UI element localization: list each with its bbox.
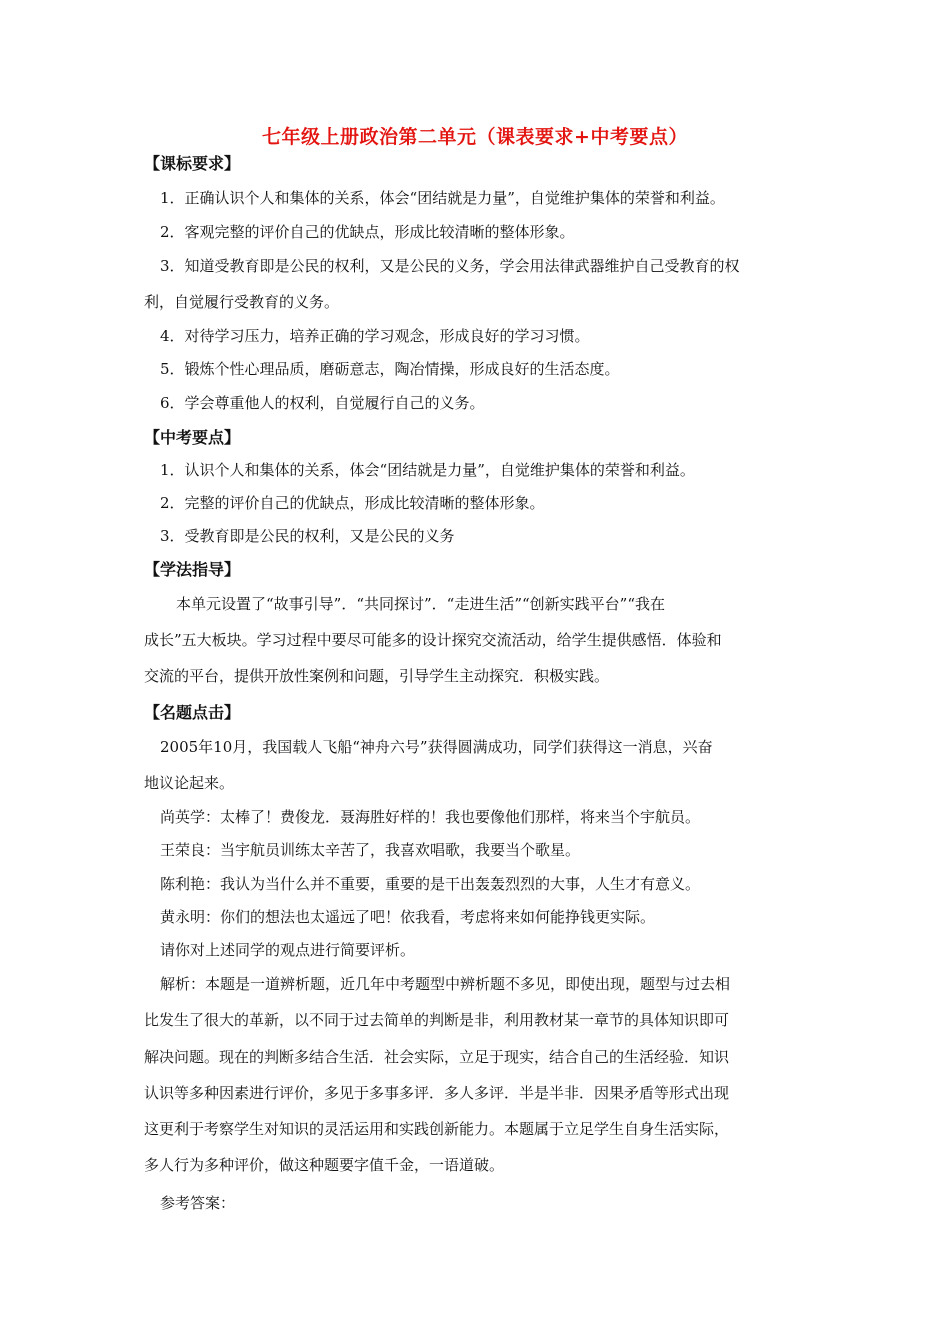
paragraph-line: 3．受教育即是公民的权利，又是公民的义务 — [160, 527, 455, 545]
paragraph-line: 2．完整的评价自己的优缺点，形成比较清晰的整体形象。 — [160, 494, 545, 512]
paragraph-line: 2．客观完整的评价自己的优缺点，形成比较清晰的整体形象。 — [160, 223, 575, 241]
paragraph-line: 多人行为多种评价，做这种题要字值千金，一语道破。 — [144, 1156, 505, 1174]
dialogue-line: 尚英学：太棒了！费俊龙．聂海胜好样的！我也要像他们那样，将来当个宇航员。 — [160, 808, 701, 826]
section-heading-curriculum: 【课标要求】 — [144, 154, 241, 173]
reference-answer-label: 参考答案： — [160, 1194, 236, 1212]
paragraph-line: 交流的平台，提供开放性案例和问题，引导学生主动探究．积极实践。 — [144, 667, 610, 685]
dialogue-line: 陈利艳：我认为当什么并不重要，重要的是干出轰轰烈烈的大事，人生才有意义。 — [160, 875, 701, 893]
paragraph-line: 地议论起来。 — [144, 774, 235, 792]
dialogue-line: 王荣良：当宇航员训练太辛苦了，我喜欢唱歌，我要当个歌星。 — [160, 841, 581, 859]
paragraph-line: 解决问题。现在的判断多结合生活．社会实际，立足于现实，结合自己的生活经验．知识 — [144, 1048, 730, 1066]
page-title: 七年级上册政治第二单元（课表要求+中考要点） — [262, 126, 688, 148]
paragraph-line: 5．锻炼个性心理品质，磨砺意志，陶冶情操，形成良好的生活态度。 — [160, 360, 620, 378]
paragraph-line: 1．认识个人和集体的关系，体会“团结就是力量”，自觉维护集体的荣誉和利益。 — [160, 461, 695, 479]
paragraph-line: 解析：本题是一道辨析题，近几年中考题型中辨析题不多见，即使出现，题型与过去相 — [160, 975, 731, 993]
paragraph-line: 利，自觉履行受教育的义务。 — [144, 293, 340, 311]
paragraph-line: 4．对待学习压力，培养正确的学习观念，形成良好的学习习惯。 — [160, 327, 590, 345]
section-heading-example-problem: 【名题点击】 — [144, 703, 241, 722]
dialogue-line: 黄永明：你们的想法也太遥远了吧！依我看，考虑将来如何能挣钱更实际。 — [160, 908, 656, 926]
paragraph-line: 这更利于考察学生对知识的灵活运用和实践创新能力。本题属于立足学生自身生活实际， — [144, 1120, 730, 1138]
section-heading-exam-points: 【中考要点】 — [144, 428, 241, 447]
paragraph-line: 6．学会尊重他人的权利，自觉履行自己的义务。 — [160, 394, 485, 412]
paragraph-line: 成长”五大板块。学习过程中要尽可能多的设计探究交流活动，给学生提供感悟．体验和 — [144, 631, 722, 649]
paragraph-line: 请你对上述同学的观点进行简要评析。 — [160, 941, 416, 959]
paragraph-line: 3．知道受教育即是公民的权利，又是公民的义务，学会用法律武器维护自己受教育的权 — [160, 257, 740, 275]
paragraph-line: 本单元设置了“故事引导”．“共同探讨”．“走进生活”“创新实践平台”“我在 — [176, 595, 666, 613]
paragraph-line: 认识等多种因素进行评价，多见于多事多评．多人多评．半是半非．因果矛盾等形式出现 — [144, 1084, 730, 1102]
paragraph-line: 比发生了很大的革新，以不同于过去简单的判断是非，利用教材某一章节的具体知识即可 — [144, 1011, 730, 1029]
paragraph-line: 1．正确认识个人和集体的关系，体会“团结就是力量”，自觉维护集体的荣誉和利益。 — [160, 189, 725, 207]
paragraph-line: 2005年10月，我国载人飞船“神舟六号”获得圆满成功，同学们获得这一消息，兴奋 — [160, 738, 713, 756]
section-heading-study-guide: 【学法指导】 — [144, 560, 241, 579]
